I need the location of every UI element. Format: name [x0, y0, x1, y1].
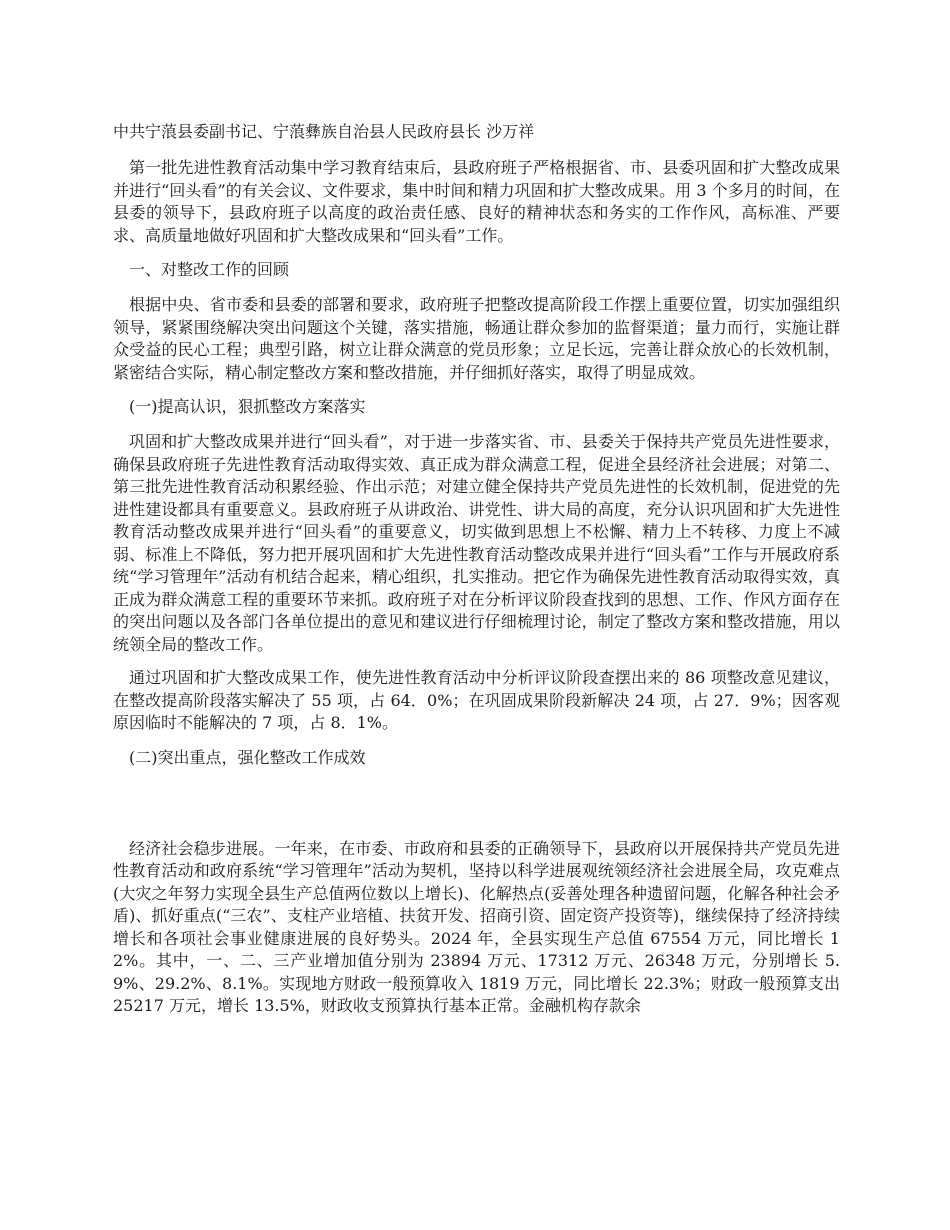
- subsection-stats-paragraph: 通过巩固和扩大整改成果工作，使先进性教育活动中分析评议阶段查摆出来的 86 项整改意见建议，在整改提高阶段落实解决了 55 项，占 64．0%；在巩固成果阶段新解决 24 项，占 27．9%；因客观原因临时不能解决的 7 项，占 8．1%。: [113, 668, 840, 732]
- subsection-awareness-paragraph: 巩固和扩大整改成果并进行“回头看”，对于进一步落实省、市、县委关于保持共产党员先进性要求，确保县政府班子先进性教育活动取得实效、真正成为群众满意工程，促进全县经济社会进展；对第二、第三批先进性教育活动积累经验、作出示范；对建立健全保持共产党员先进性的长效机制，促进党的先进性建设都具有重要意义。县政府班子从讲政治、讲党性、讲大局的高度，充分认识巩固和扩大先进性教育活动整改成果并进行“回头看”的重要意义，切实做到思想上不松懈、精力上不转移、力度上不减弱、标准上不降低，努力把开展巩固和扩大先进性教育活动整改成果并进行“回头看”工作与开展政府系统“学习管理年”活动有机结合起来，精心组织，扎实推动。把它作为确保先进性教育活动取得实效，真正成为群众满意工程的重要环节来抓。政府班子对在分析评议阶段查找到的思想、工作、作风方面存在的突出问题以及各部门各单位提出的意见和建议进行仔细梳理讨论，制定了整改方案和整改措施，用以统领全局的整改工作。: [113, 432, 840, 654]
- subsection-heading-awareness: (一)提高认识，狠抓整改方案落实: [129, 397, 366, 416]
- section-review-paragraph: 根据中央、省市委和县委的部署和要求，政府班子把整改提高阶段工作摆上重要位置，切实加强组织领导，紧紧围绕解决突出问题这个关键，落实措施，畅通让群众参加的监督渠道；量力而行，实施让群众受益的民心工程；典型引路，树立让群众满意的党员形象；立足长远，完善让群众放心的长效机制，紧密结合实际，精心制定整改方案和整改措施，并仔细抓好落实，取得了明显成效。: [113, 295, 840, 382]
- subsection-heading-focus: (二)突出重点，强化整改工作成效: [129, 747, 366, 767]
- document-page: [113, 120, 840, 1029]
- blank-gap: [113, 782, 840, 838]
- section-heading-review: 一、对整改工作的回顾: [129, 260, 290, 279]
- economy-paragraph: 经济社会稳步进展。一年来，在市委、市政府和县委的正确领导下，县政府以开展保持共产党员先进性教育活动和政府系统“学习管理年”活动为契机，坚持以科学进展观统领经济社会进展全局，攻克难点(大灾之年努力实现全县生产总值两位数以上增长)、化解热点(妥善处理各种遗留问题，化解各种社会矛盾)、抓好重点(“三农”、支柱产业培植、扶贫开发、招商引资、固定资产投资等)，继续保持了经济持续增长和各项社会事业健康进展的良好势头。2024 年，全县实现生产总值 67554 万元，同比增长 12%。其中，一、二、三产业增加值分别为 23894 万元、17312 万元、26348 万元，分别增长 5.9%、29.2%、8.1%。实现地方财政一般预算收入 1819 万元，同比增长 22.3%；财政一般预算支出 25217 万元，增长 13.5%，财政收支预算执行基本正常。金融机构存款余: [113, 838, 840, 1015]
- author-line: 中共宁蒗县委副书记、宁蒗彝族自治县人民政府县长 沙万祥: [113, 122, 535, 141]
- intro-paragraph: 第一批先进性教育活动集中学习教育结束后，县政府班子严格根据省、市、县委巩固和扩大整改成果并进行“回头看”的有关会议、文件要求，集中时间和精力巩固和扩大整改成果。用 3 个多月的时间，在县委的领导下，县政府班子以高度的政治责任感、良好的精神状态和务实的工作作风，高标准、严要求、高质量地做好巩固和扩大整改成果和“回头看”工作。: [113, 158, 840, 245]
